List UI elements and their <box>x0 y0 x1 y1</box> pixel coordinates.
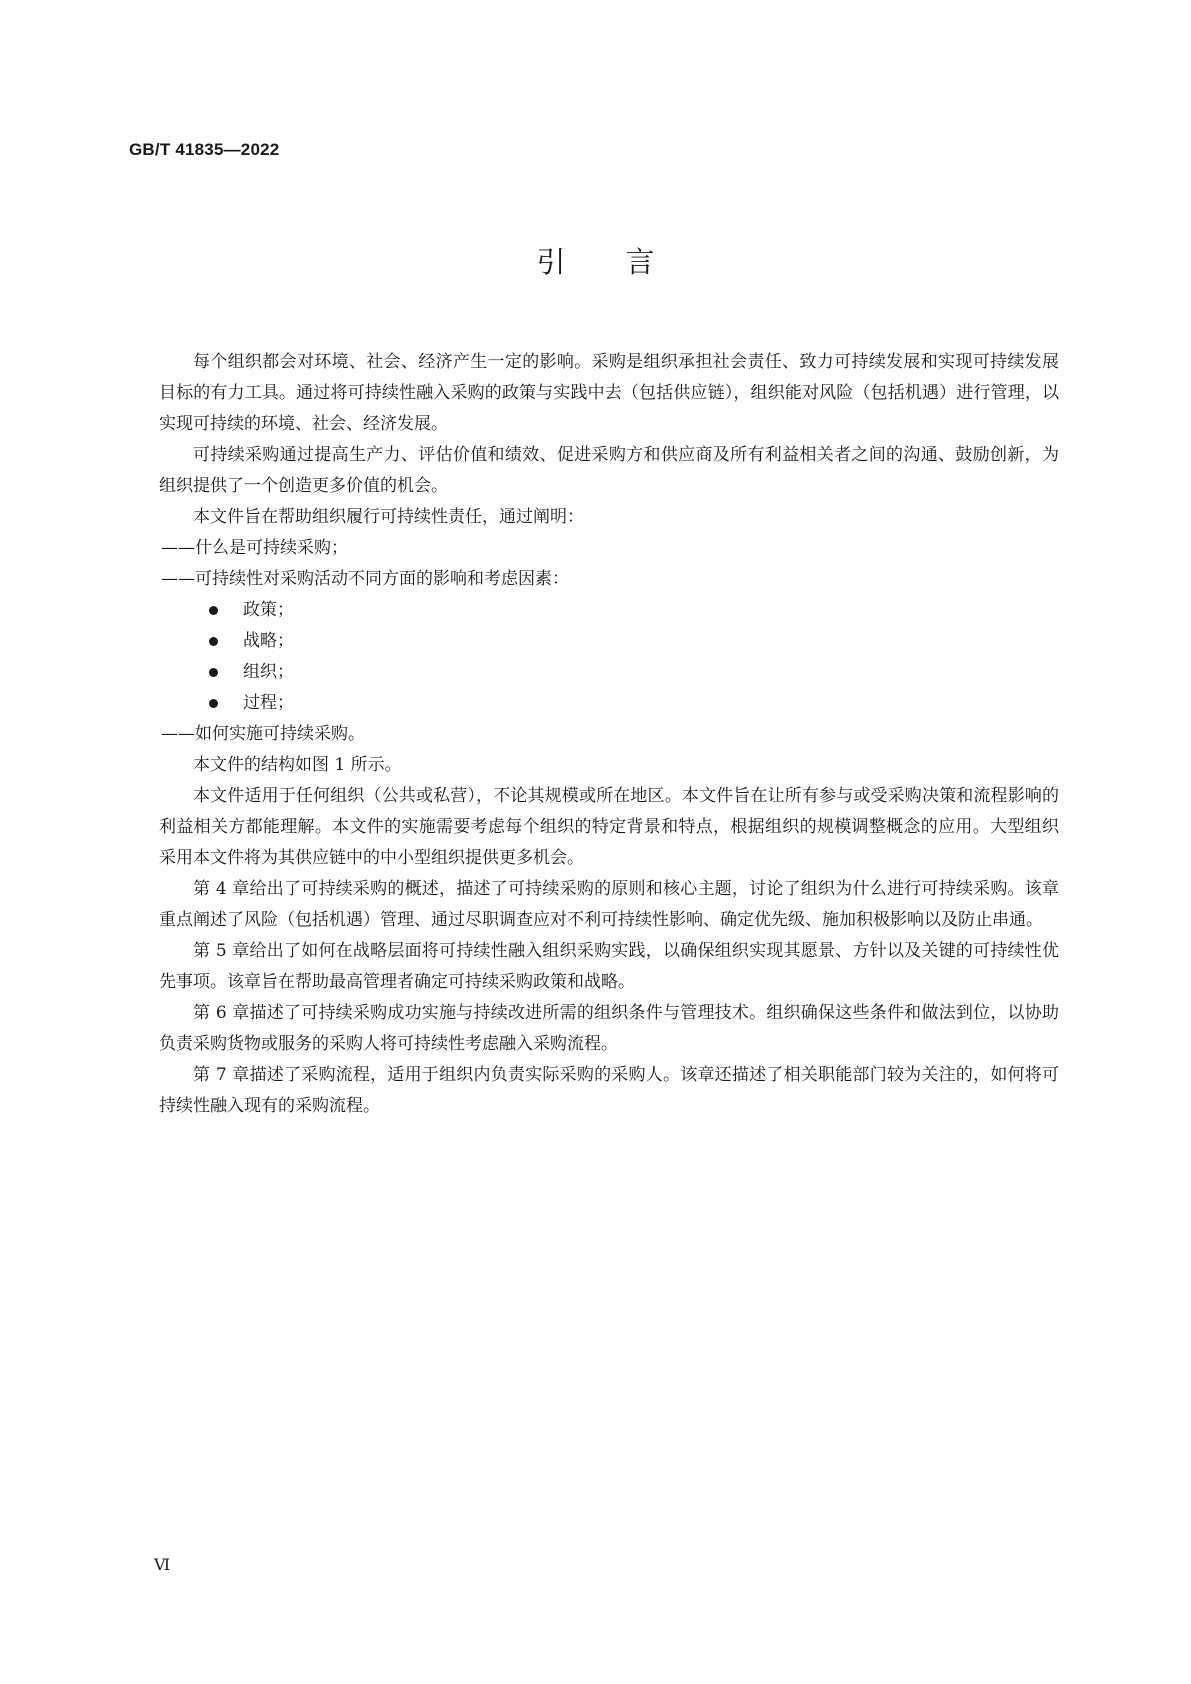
introduction-body <box>159 347 1059 1122</box>
paragraph: 第 6 章描述了可持续采购成功实施与持续改进所需的组织条件与管理技术。组织确保这些条件和做法到位，以协助负责采购货物或服务的采购人将可持续性考虑融入采购流程。 <box>159 1003 1059 1054</box>
paragraph: 第 5 章给出了如何在战略层面将可持续性融入组织采购实践，以确保组织实现其愿景、方针以及关键的可持续性优先事项。该章旨在帮助最高管理者确定可持续采购政策和战略。 <box>159 941 1059 992</box>
paragraph: 本文件的结构如图 1 所示。 <box>193 755 402 775</box>
title-char-2: 言 <box>625 245 655 279</box>
page-number: Ⅵ <box>154 1555 171 1574</box>
bullet-text: 过程； <box>243 693 294 713</box>
bullet-text: 政策； <box>243 600 294 620</box>
paragraph: 第 7 章描述了采购流程，适用于组织内负责实际采购的采购人。该章还描述了相关职能部门较为关注的，如何将可持续性融入现有的采购流程。 <box>159 1065 1059 1116</box>
bullet-list-item <box>159 595 1059 626</box>
bullet-icon <box>209 637 218 646</box>
paragraph: 本文件适用于任何组织（公共或私营），不论其规模或所在地区。本文件旨在让所有参与或受采购决策和流程影响的利益相关方都能理解。本文件的实施需要考虑每个组织的特定背景和特点，根据组织的规模调整概念的应用。大型组织采用本文件将为其供应链中的中小型组织提供更多机会。 <box>159 786 1059 868</box>
dash-list-item: ——如何实施可持续采购。 <box>161 724 365 744</box>
paragraph: 每个组织都会对环境、社会、经济产生一定的影响。采购是组织承担社会责任、致力可持续发展和实现可持续发展目标的有力工具。通过将可持续性融入采购的政策与实践中去（包括供应链），组织能对风险（包括机遇）进行管理，以实现可持续的环境、社会、经济发展。 <box>159 352 1059 434</box>
bullet-list-item <box>159 688 1059 719</box>
bullet-icon <box>209 668 218 677</box>
bullet-list-item <box>159 657 1059 688</box>
paragraph: 可持续采购通过提高生产力、评估价值和绩效、促进采购方和供应商及所有利益相关者之间的沟通、鼓励创新，为组织提供了一个创造更多价值的机会。 <box>159 445 1059 496</box>
paragraph: 本文件旨在帮助组织履行可持续性责任，通过阐明： <box>193 507 584 527</box>
bullet-icon <box>209 606 218 615</box>
dash-list-item: ——可持续性对采购活动不同方面的影响和考虑因素： <box>161 569 569 589</box>
bullet-list-item <box>159 626 1059 657</box>
standard-number: GB/T 41835—2022 <box>129 140 280 159</box>
bullet-text: 战略； <box>243 631 294 651</box>
bullet-icon <box>209 699 218 708</box>
paragraph: 第 4 章给出了可持续采购的概述，描述了可持续采购的原则和核心主题，讨论了组织为什么进行可持续采购。该章重点阐述了风险（包括机遇）管理、通过尽职调查应对不利可持续性影响、确定优先级、施加积极影响以及防止串通。 <box>159 879 1059 930</box>
page-title <box>0 244 1191 280</box>
title-char-1: 引 <box>536 245 566 279</box>
bullet-text: 组织； <box>243 662 294 682</box>
dash-list-item: ——什么是可持续采购； <box>161 538 348 558</box>
